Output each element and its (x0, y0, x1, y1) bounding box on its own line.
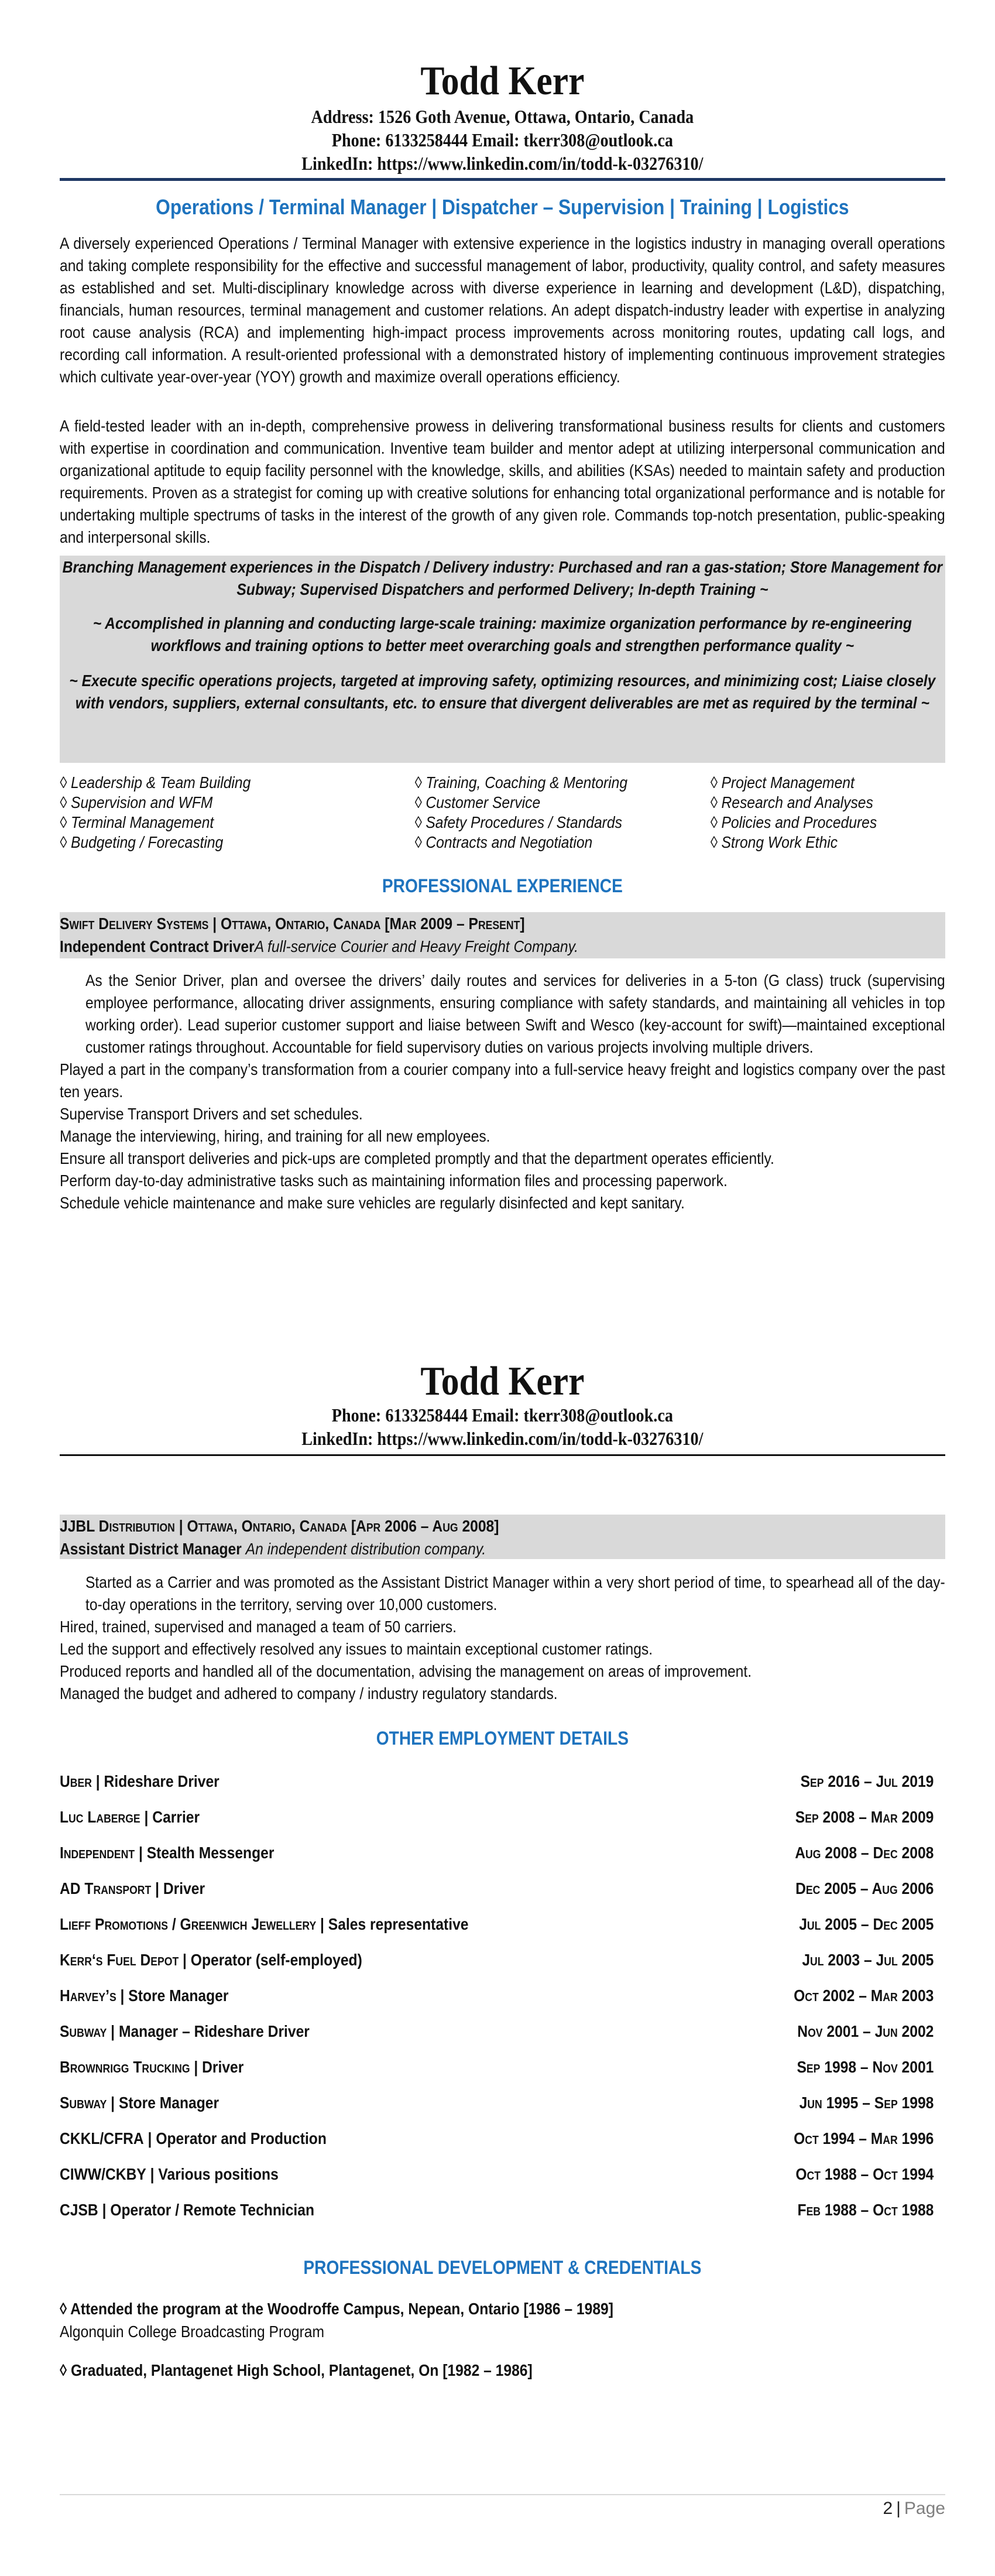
job-details-swift (60, 970, 945, 1214)
job-title-line (60, 1537, 945, 1560)
role: Operator and Production (156, 2129, 327, 2147)
employment-dates: Oct 1994 – Mar 1996 (794, 2129, 934, 2147)
job-details-jjbl (60, 1571, 945, 1705)
highlight: ~ Execute specific operations projects, targeted at improving safety, optimizing resources, and minimizing cost; Liaise closely with vendors, suppliers, external consultants, etc. to ensure that divergent deliverables are met as required by the terminal ~ (69, 672, 936, 712)
employment-row (60, 2121, 945, 2156)
skill-item: ◊ Supervision and WFM (60, 793, 213, 811)
skill-item: ◊ Strong Work Ethic (710, 833, 838, 851)
job-header-jjbl (60, 1515, 945, 1559)
headline (60, 194, 945, 220)
summary-text: A field-tested leader with an in-depth, comprehensive prowess in delivering transformational business results for clients and customers with expertise in coordination and communication. Inventive team builder and mentor adept at utilizing interpersonal communication and organizational aptitude to equip facility personnel with the knowledge, skills, and abilities (KSAs) needed to maintain safety and production requirements. Proven as a strategist for coming up with creative solutions for enhancing total organizational performance and is notable for undertaking multiple spectrums of tasks in the interest of the growth of any given role. Commands top-notch presentation, public-speaking and interpersonal skills. (60, 417, 945, 546)
employment-row (60, 1799, 945, 1835)
address: Address: 1526 Goth Avenue, Ottawa, Ontario, Canada (311, 106, 694, 127)
separator: | (107, 2022, 119, 2040)
job-bullet: Schedule vehicle maintenance and make sure vehicles are regularly disinfected and kept sanitary. (60, 1194, 685, 1212)
job-intro: Started as a Carrier and was promoted as the Assistant District Manager within a very short period of time, to spearhead all of the day-to-day operations in the territory, serving over 10,000 customers. (85, 1573, 945, 1614)
section-heading-other-employment (60, 1727, 945, 1749)
header-divider (60, 1454, 945, 1456)
separator: | (98, 2201, 111, 2219)
section-heading-experience (60, 875, 945, 897)
employment-row (60, 1871, 945, 1906)
skill-item: ◊ Terminal Management (60, 813, 214, 831)
phone-email: Phone: 6133258444 Email: tkerr308@outlook.ca (331, 1405, 673, 1426)
separator: | (151, 1879, 163, 1897)
skill-item: ◊ Customer Service (414, 793, 541, 811)
other-employment-list (60, 1763, 945, 2228)
separator: | (179, 1951, 191, 1969)
employer: Uber (60, 1772, 92, 1790)
employment-dates: Oct 1988 – Oct 1994 (795, 2165, 934, 2183)
role: Manager – Rideshare Driver (118, 2022, 310, 2040)
separator: | (146, 2165, 159, 2183)
role: Driver (202, 2058, 244, 2076)
separator: | (316, 1915, 328, 1933)
candidate-name: Todd Kerr (420, 59, 585, 104)
employment-dates: Dec 2005 – Aug 2006 (795, 1879, 934, 1897)
skill-item: ◊ Budgeting / Forecasting (60, 833, 224, 851)
skills-row (60, 793, 945, 813)
page-footer (883, 2498, 945, 2520)
job-header-swift (60, 912, 945, 958)
job-bullet: Ensure all transport deliveries and pick-ups are completed promptly and that the department operates efficiently. (60, 1149, 774, 1167)
job-company-location: JJBL Distribution | Ottawa, Ontario, Canada [Apr 2006 – Aug 2008] (60, 1517, 499, 1535)
skill-item: ◊ Training, Coaching & Mentoring (414, 773, 628, 792)
job-bullet: Supervise Transport Drivers and set schedules. (60, 1105, 363, 1123)
employment-dates: Aug 2008 – Dec 2008 (795, 1844, 934, 1862)
employment-row (60, 1978, 945, 2013)
resume-header-page-2 (60, 1358, 945, 1450)
resume-header (60, 58, 945, 175)
separator: | (135, 1844, 147, 1862)
section-title: PROFESSIONAL EXPERIENCE (382, 875, 623, 896)
job-bullet: Played a part in the company’s transformation from a courier company into a full-service heavy freight and logistics company over the past ten years. (60, 1060, 945, 1101)
highlights-box (60, 556, 945, 763)
page-label: Page (904, 2499, 945, 2518)
employment-dates: Sep 1998 – Nov 2001 (797, 2058, 934, 2076)
role: Store Manager (128, 1986, 229, 2005)
employment-dates: Jun 1995 – Sep 1998 (799, 2094, 934, 2112)
employment-row (60, 2085, 945, 2121)
header-divider (60, 178, 945, 181)
employment-dates: Feb 1988 – Oct 1988 (797, 2201, 934, 2219)
skills-row (60, 773, 945, 793)
footer-divider (60, 2494, 945, 2495)
job-bullet: Produced reports and handled all of the documentation, advising the management on areas of improvement. (60, 1662, 752, 1680)
candidate-name: Todd Kerr (420, 1359, 585, 1404)
education-item (60, 2298, 945, 2343)
linkedin-url[interactable]: LinkedIn: https://www.linkedin.com/in/todd-k-03276310/ (301, 153, 704, 174)
employer: Brownrigg Trucking (60, 2058, 190, 2076)
section-title: OTHER EMPLOYMENT DETAILS (376, 1728, 629, 1749)
skill-item: ◊ Research and Analyses (710, 793, 873, 811)
company-description: An independent distribution company. (245, 1540, 486, 1558)
linkedin-url[interactable]: LinkedIn: https://www.linkedin.com/in/todd-k-03276310/ (301, 1428, 704, 1449)
job-bullet: Manage the interviewing, hiring, and training for all new employees. (60, 1127, 490, 1145)
employer: CIWW/CKBY (60, 2165, 146, 2183)
skills-grid (60, 773, 945, 852)
job-bullet: Hired, trained, supervised and managed a team of 50 carriers. (60, 1618, 457, 1636)
summary-text: A diversely experienced Operations / Terminal Manager with extensive experience in the logistics industry in managing overall operations and taking complete responsibility for the effective and successful management of labor, productivity, quality control, and safety measures as established and set. Multi-disciplinary knowledge across with diverse experience in learning and development (L&D), dispatching, financials, human resources, terminal management and customer relations. An adept dispatch-industry leader with expertise in analyzing root cause analysis (RCA) and implementing high-impact process improvements across monitoring routes, updating call logs, and recording call information. A result-oriented professional with a demonstrated history of implementing continuous improvement strategies which cultivate year-over-year (YOY) growth and maximize overall operations efficiency. (60, 234, 945, 386)
summary-paragraph-1 (60, 232, 945, 388)
separator: | (91, 1772, 104, 1790)
employment-row (60, 1906, 945, 1942)
education-detail: Algonquin College Broadcasting Program (60, 2322, 325, 2341)
summary-paragraph-2 (60, 415, 945, 549)
job-bullet: Led the support and effectively resolved any issues to maintain exceptional customer ratings. (60, 1640, 653, 1658)
job-title-line (60, 935, 945, 958)
employer: Kerr‘s Fuel Depot (60, 1951, 179, 1969)
separator: | (143, 2129, 156, 2147)
highlight: ~ Accomplished in planning and conducting large-scale training: maximize organization performance by re-engineering workflows and training options to better meet overarching goals and strengthen performance quality ~ (92, 614, 912, 655)
skill-item: ◊ Safety Procedures / Standards (414, 813, 622, 831)
education-item (60, 2359, 945, 2382)
job-intro: As the Senior Driver, plan and oversee the drivers’ daily routes and services for deliveries in a 5-ton (G class) truck (supervising employee performance, allocating driver assignments, ensuring compliance with safety standards, and maintaining all vehicles in top working order). Lead superior customer support and liaise between Swift and Wesco (key-account for swift)—maintained exceptional customer ratings throughout. Accountable for field supervisory duties on various projects involving multiple drivers. (85, 971, 945, 1056)
skill-item: ◊ Contracts and Negotiation (414, 833, 593, 851)
employer: Subway (60, 2094, 107, 2112)
company-description: A full-service Courier and Heavy Freight Company. (254, 937, 578, 955)
job-title: Independent Contract Driver (60, 937, 255, 955)
employment-dates: Oct 2002 – Mar 2003 (794, 1986, 934, 2005)
employment-row (60, 1763, 945, 1799)
employer: CKKL/CFRA (60, 2129, 144, 2147)
employment-row (60, 2049, 945, 2085)
section-heading-development (60, 2256, 945, 2279)
employer: Lieff Promotions / Greenwich Jewellery (60, 1915, 317, 1933)
job-title: Assistant District Manager (60, 1540, 242, 1558)
page-number: 2 (883, 2499, 893, 2518)
separator: | (140, 1808, 153, 1826)
employment-dates: Sep 2016 – Jul 2019 (800, 1772, 934, 1790)
employment-row (60, 2013, 945, 2049)
job-bullet: Managed the budget and adhered to company / industry regulatory standards. (60, 1684, 558, 1703)
role: Stealth Messenger (146, 1844, 275, 1862)
employment-dates: Sep 2008 – Mar 2009 (795, 1808, 934, 1826)
employment-dates: Nov 2001 – Jun 2002 (797, 2022, 934, 2040)
separator: | (116, 1986, 129, 2005)
headline-text: Operations / Terminal Manager | Dispatcher – Supervision | Training | Logistics (156, 195, 849, 219)
skill-item: ◊ Leadership & Team Building (60, 773, 251, 792)
employer: CJSB (60, 2201, 98, 2219)
role: Driver (163, 1879, 205, 1897)
employer: Subway (60, 2022, 107, 2040)
job-bullet: Perform day-to-day administrative tasks such as maintaining information files and processing paperwork. (60, 1171, 728, 1190)
skill-item: ◊ Policies and Procedures (710, 813, 877, 831)
separator: | (190, 2058, 203, 2076)
education-title: ◊ Attended the program at the Woodroffe Campus, Nepean, Ontario [1986 – 1989] (60, 2300, 613, 2318)
education-title: ◊ Graduated, Plantagenet High School, Plantagenet, On [1982 – 1986] (60, 2361, 533, 2379)
role: Operator / Remote Technician (110, 2201, 315, 2219)
role: Carrier (152, 1808, 200, 1826)
skills-row (60, 833, 945, 852)
employment-dates: Jul 2003 – Jul 2005 (802, 1951, 934, 1969)
role: Various positions (158, 2165, 279, 2183)
skill-item: ◊ Project Management (710, 773, 855, 792)
role: Store Manager (118, 2094, 219, 2112)
role: Operator (self-employed) (190, 1951, 362, 1969)
skills-row (60, 813, 945, 833)
employer: Independent (60, 1844, 135, 1862)
employer: Harvey’s (60, 1986, 116, 2005)
employment-row (60, 2192, 945, 2228)
separator: | (107, 2094, 119, 2112)
employment-row (60, 1835, 945, 1871)
employer: Luc Laberge (60, 1808, 140, 1826)
role: Rideshare Driver (104, 1772, 219, 1790)
employment-dates: Jul 2005 – Dec 2005 (799, 1915, 934, 1933)
footer-separator: | (896, 2499, 901, 2518)
employment-row (60, 2156, 945, 2192)
phone-email: Phone: 6133258444 Email: tkerr308@outlook.ca (331, 129, 673, 150)
section-title: PROFESSIONAL DEVELOPMENT & CREDENTIALS (303, 2257, 702, 2278)
job-company-location: Swift Delivery Systems | Ottawa, Ontario, Canada [Mar 2009 – Present] (60, 914, 525, 933)
highlight: Branching Management experiences in the Dispatch / Delivery industry: Purchased and ran a gas-station; Store Management for Subway; Supervised Dispatchers and performed Delivery; In-depth Training ~ (62, 558, 943, 598)
role: Sales representative (328, 1915, 469, 1933)
employment-row (60, 1942, 945, 1978)
employer: AD Transport (60, 1879, 152, 1897)
